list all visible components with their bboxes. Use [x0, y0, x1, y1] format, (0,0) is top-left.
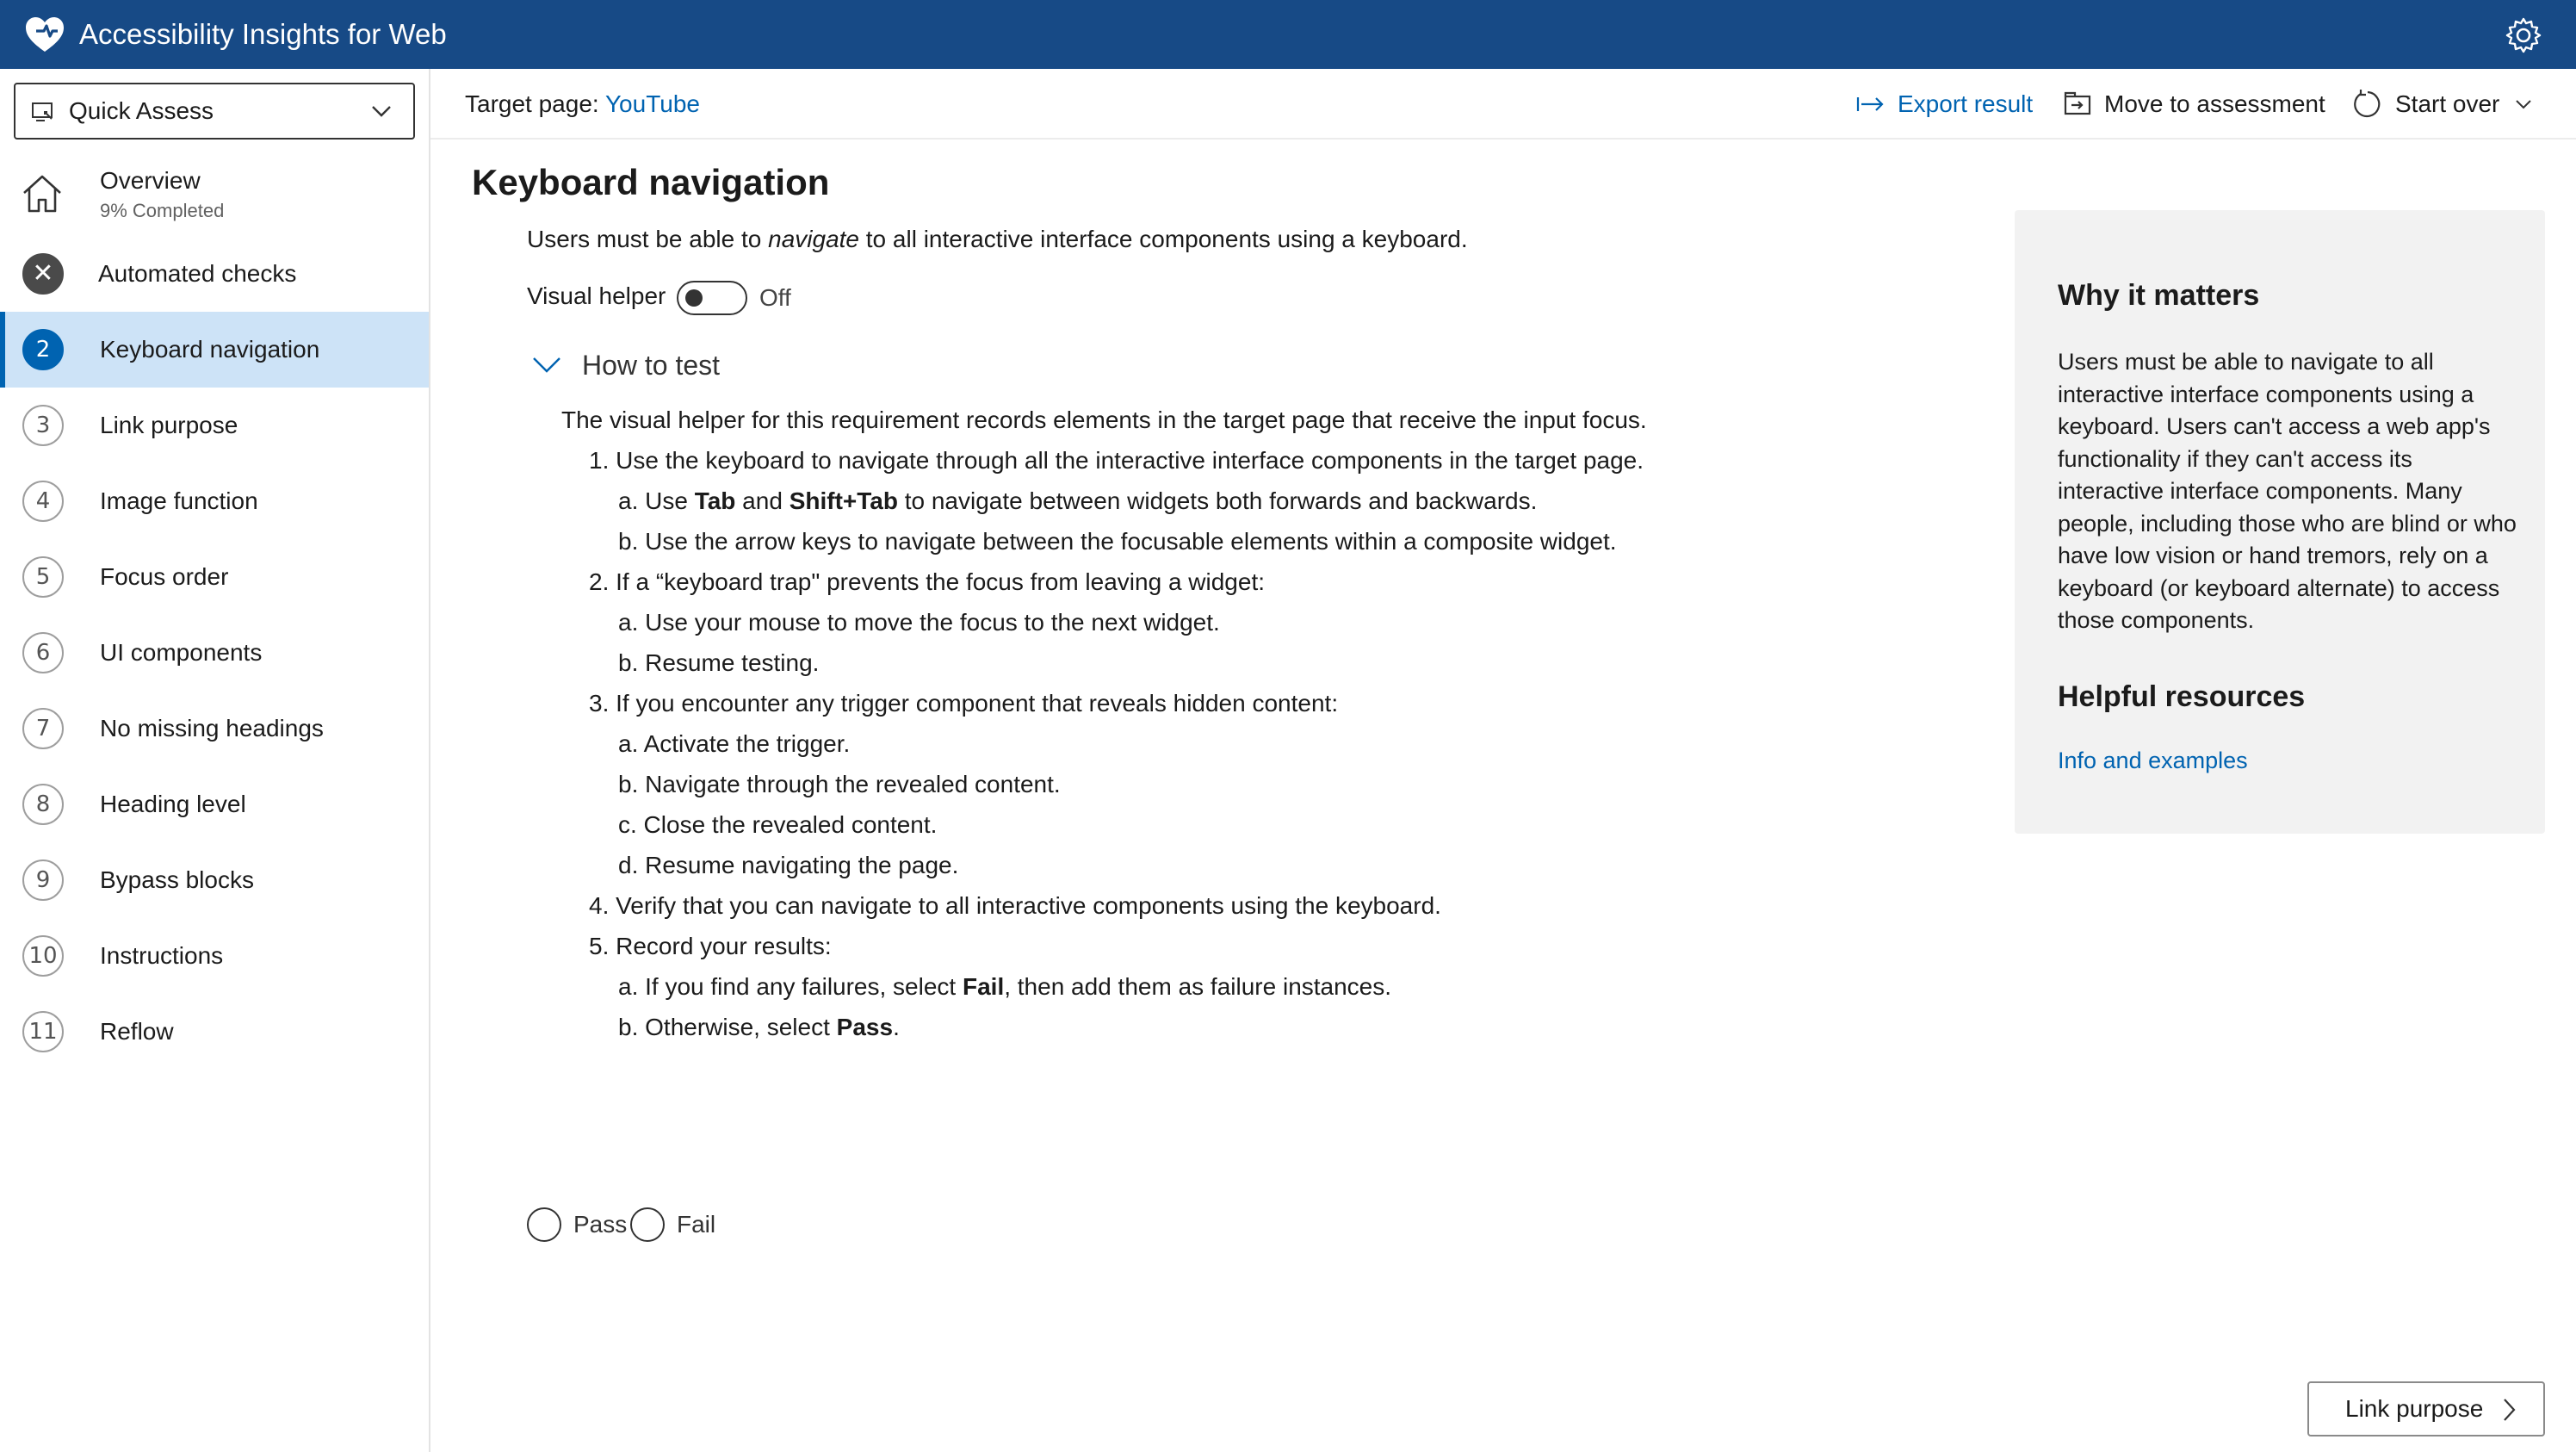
sidebar-item-ui-components[interactable] [0, 615, 429, 691]
substep-text: , then add them as failure instances. [1004, 973, 1392, 1000]
test-step: 3. If you encounter any trigger component that reveals hidden content: [589, 690, 1339, 717]
test-step: 5. Record your results: [589, 933, 832, 959]
move-to-assessment-icon [2063, 91, 2092, 117]
how-to-test-steps [561, 400, 1853, 1047]
test-substep [589, 966, 1853, 1007]
sidebar-item-link-purpose[interactable] [0, 388, 429, 463]
info-and-examples-link[interactable]: Info and examples [2058, 748, 2248, 773]
step-number-badge: 2 [22, 329, 64, 370]
sidebar-item-label: Automated checks [98, 260, 297, 287]
export-result-label: Export result [1898, 90, 2034, 117]
assessment-mode-value: Quick Assess [69, 97, 214, 124]
radio-circle [630, 1207, 665, 1242]
target-page-link[interactable]: YouTube [604, 90, 700, 117]
key-name: Shift+Tab [789, 487, 898, 514]
sidebar-item-label: UI components [100, 639, 263, 666]
description-text: Users must be able to [527, 226, 769, 252]
move-to-assessment-label: Move to assessment [2104, 90, 2325, 117]
substep-text: b. Otherwise, select [618, 1014, 837, 1040]
test-substep: b. Use the arrow keys to navigate between the focusable elements within a composite widget. [618, 528, 1617, 555]
visual-helper-label: Visual helper [527, 282, 666, 309]
sidebar-item-label: Bypass blocks [100, 866, 254, 893]
sidebar-item-label: Keyboard navigation [100, 336, 320, 363]
helpful-resources-heading: Helpful resources [2058, 680, 2306, 713]
substep-text: a. Use [618, 487, 695, 514]
next-requirement-button[interactable] [2307, 1381, 2545, 1436]
sidebar-item-label: Focus order [100, 563, 229, 590]
test-intro: The visual helper for this requirement records elements in the target page that receive the input focus. [561, 406, 1647, 433]
visual-helper-toggle[interactable] [677, 281, 747, 315]
home-icon [21, 172, 64, 215]
test-step: 4. Verify that you can navigate to all interactive components using the keyboard. [589, 892, 1441, 919]
chevron-right-icon [2500, 1397, 2517, 1423]
sidebar-item-overview[interactable] [0, 155, 429, 233]
test-step: 1. Use the keyboard to navigate through all the interactive interface components in the target page. [589, 447, 1644, 474]
move-to-assessment-button[interactable] [2063, 69, 2325, 140]
step-number-badge: 6 [22, 632, 64, 673]
test-substep: c. Close the revealed content. [618, 811, 938, 838]
close-circle-icon: ✕ [22, 253, 64, 295]
test-substep [589, 481, 1853, 521]
test-substep: a. Activate the trigger. [618, 730, 851, 757]
app-title: Accessibility Insights for Web [79, 18, 447, 50]
sidebar-item-heading-level[interactable] [0, 766, 429, 842]
sidebar-item-no-missing-headings[interactable] [0, 691, 429, 766]
sidebar-item-label: No missing headings [100, 715, 324, 742]
target-page-label: Target page: [465, 90, 599, 117]
left-nav [0, 69, 430, 1452]
sidebar-item-reflow[interactable] [0, 994, 429, 1070]
sidebar-item-automated-checks[interactable] [0, 236, 429, 312]
sidebar-item-label: Reflow [100, 1018, 174, 1045]
sidebar-item-label: Image function [100, 487, 258, 514]
test-substep [589, 1007, 1853, 1047]
sidebar-item-image-function[interactable] [0, 463, 429, 539]
command-bar [430, 69, 2576, 140]
quick-assess-icon [31, 100, 55, 124]
chevron-down-icon [532, 353, 561, 375]
assessment-mode-dropdown[interactable] [14, 83, 415, 140]
pass-label: Pass [573, 1211, 628, 1238]
sidebar-item-label: Link purpose [100, 412, 238, 438]
sidebar-item-bypass-blocks[interactable] [0, 842, 429, 918]
visual-helper-state: Off [759, 284, 791, 311]
step-number-badge: 4 [22, 481, 64, 522]
sidebar-item-label: Heading level [100, 791, 246, 817]
target-page [465, 69, 700, 140]
main-content [430, 140, 1997, 1452]
fail-radio[interactable] [630, 1206, 715, 1244]
title-bar [0, 0, 2576, 69]
description-emphasis: navigate [768, 226, 859, 252]
export-result-button[interactable] [1856, 69, 2033, 140]
test-substep: b. Navigate through the revealed content. [618, 771, 1061, 797]
overview-label: Overview [100, 167, 201, 194]
substep-text: a. If you find any failures, select [618, 973, 963, 1000]
chevron-down-icon [2513, 94, 2534, 115]
why-it-matters-panel [2015, 210, 2545, 834]
page-title: Keyboard navigation [472, 162, 830, 202]
gear-icon[interactable] [2504, 16, 2543, 55]
visual-helper-row [527, 277, 666, 315]
result-name: Pass [836, 1014, 894, 1040]
chevron-down-icon [368, 98, 394, 124]
why-it-matters-heading: Why it matters [2058, 279, 2260, 312]
pass-radio[interactable] [527, 1206, 627, 1244]
how-to-test-label: How to test [582, 350, 721, 381]
test-substep: a. Use your mouse to move the focus to the next widget. [618, 609, 1220, 636]
key-name: Tab [694, 487, 736, 514]
overview-progress-text: 9% Completed [100, 200, 225, 221]
sidebar-item-label: Instructions [100, 942, 224, 969]
step-number-badge: 11 [22, 1011, 64, 1052]
test-substep: d. Resume navigating the page. [618, 852, 959, 878]
why-it-matters-text: Users must be able to navigate to all interactive interface components using a keyboard. Users can't access a web app's functionality if they can't access its interactive interface components. Many people, including those who are blind or who have low vision or hand tremors, rely on a keyboard (or keyboard alternate) to access those components. [2058, 349, 2517, 633]
export-arrow-icon [1856, 94, 1886, 115]
description-text: to all interactive interface components using a keyboard. [859, 226, 1468, 252]
step-number-badge: 5 [22, 556, 64, 598]
substep-text: . [893, 1014, 900, 1040]
step-number-badge: 3 [22, 405, 64, 446]
start-over-label: Start over [2395, 90, 2500, 117]
sidebar-item-instructions[interactable] [0, 918, 429, 994]
next-requirement-label: Link purpose [2345, 1395, 2484, 1422]
substep-text: and [735, 487, 790, 514]
step-number-badge: 8 [22, 784, 64, 825]
sidebar-item-keyboard-navigation[interactable] [0, 312, 429, 388]
requirement-description [527, 226, 1468, 253]
step-number-badge: 10 [22, 935, 64, 977]
heart-logo-icon [24, 16, 65, 53]
sidebar-item-focus-order[interactable] [0, 539, 429, 615]
start-over-button[interactable] [2352, 69, 2546, 140]
result-name: Fail [962, 973, 1005, 1000]
fail-label: Fail [677, 1211, 716, 1238]
step-number-badge: 9 [22, 859, 64, 901]
test-substep: b. Resume testing. [618, 649, 820, 676]
refresh-icon [2352, 89, 2383, 120]
toggle-knob [685, 289, 703, 307]
radio-circle [527, 1207, 561, 1242]
test-step: 2. If a “keyboard trap" prevents the focus from leaving a widget: [589, 568, 1266, 595]
step-number-badge: 7 [22, 708, 64, 749]
substep-text: to navigate between widgets both forwards and backwards. [897, 487, 1538, 514]
